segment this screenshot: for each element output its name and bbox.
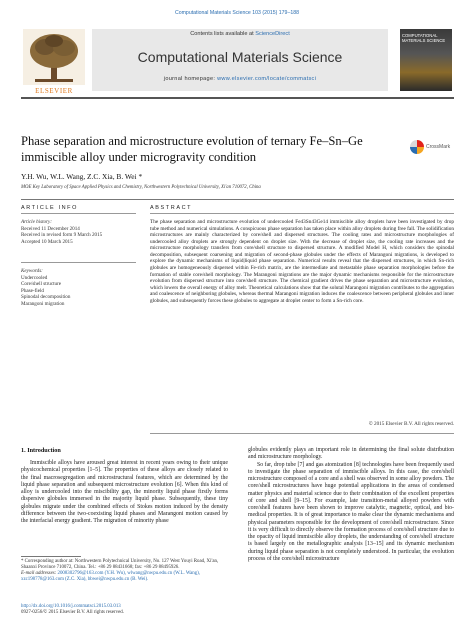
title-divider (21, 199, 454, 200)
body-paragraph: So far, drop tube [7] and gas atomization [8] technologies have been frequently used to investigate the phase separation of immiscible alloys. In this case, the core/shell microstructure composed of a core and a shell was observed in some alloy powders. The core/shell microstructures have huge potential applications in the areas of condensed matter physics and material science due to their combination of the excellent properties of core and shell [9–15]. For example, late transition-metal alloyed powders with core/shell features have been shown to improve catalytic, magnetic, optical, and bio-medical properties. It is of great importance to make clear the dynamic mechanisms and physical parameters responsible for the development of core/shell microstructure. Since it is very difficult to directly observe the formation process of core/shell structure due to the opacity of liquid immiscible alloy droplets, the understanding of core/shell structure is based largely on the metallographic analysis [13–15] and its dynamic mechanism during liquid phase separation is not completely understood. In particular, the evolution process of the core/shell microstructure (248, 461, 454, 562)
abstract-text: The phase separation and microstructure evolution of undercooled Fe43Sn43Ge14 immiscible alloy droplets have been investigated by drop tube method and numerical simulations. A conspicuous phase separation has taken place within alloy droplets during free fall. The solidification microstructures are mainly characterized by core/shell and dispersed structures. The cooling rates and microstructure morphologies of undercooled alloy droplets are strongly dependent on droplet size. With the decrease of droplet size, the cooling rate increases and the microstructure morphology transfers from core/shell structure to dispersed structure. A modified Model H, which considers the spinodal decomposition, subsequent coarsening and migration of second-phase globules under the effects of Marangoni migrations, is developed to explore the dynamic mechanisms of liquid|liquid phase separation. Numerical results reveal that the dispersed structures, in which Sn-rich globules are homogeneously dispersed within Fe-rich matrix, are the intermediate and metastable phase separation morphologies before the formation of stable core/shell morphology. The Marangoni migrations are the major dynamic mechanisms responsible for the microstructure evolution from dispersed structure into core/shell structure. The chemical gradient drives the phase separation and microstructure evolution, which lowers the overall energy of alloy melt. Theoretical calculations show that the solutal Marangoni migration contributes to the aggregation and coalescence of neighboring globules, whereas thermal Marangoni migration induces the coalescence between peripheral globules and inner globules, and subsequently forces these globules to aggregate at droplet center to form a Sn-rich core. (150, 219, 454, 304)
keywords (21, 268, 136, 308)
history-accepted: Accepted 10 March 2015 (21, 238, 73, 245)
keyword-item: Core/shell structure (21, 281, 62, 288)
doi-link[interactable]: http://dx.doi.org/10.1016/j.commatsci.2015.03.013 (21, 604, 121, 609)
footnote-text: * Corresponding author at: Northwestern Polytechnical University, No. 127 West Youyi Road, Xi'an, Shaanxi Province 710072, China. Tel.: +86 29 88431668; fax: +86 29 88495926. (21, 559, 219, 571)
abstract-divider-bottom (150, 433, 454, 434)
header-divider (21, 97, 454, 99)
sciencedirect-link[interactable]: ScienceDirect (255, 31, 290, 37)
body-left-column (21, 447, 228, 525)
body-right-column (248, 447, 454, 563)
contents-prefix: Contents lists available at (190, 31, 254, 37)
abstract-divider-top (150, 213, 454, 214)
corresponding-author-footnote (21, 559, 228, 583)
journal-title: Computational Materials Science (137, 49, 343, 65)
elsevier-tree-logo (23, 29, 85, 85)
article-info-divider (21, 213, 136, 214)
email-addresses[interactable]: 2008302796@163.com (Y.H. Wu), wlwang@nwpu.edu.cn (W.L. Wang), xzc198778@163.com (Z.C. Xia), bbwei@nwpu.edu.cn (B. Wei). (21, 571, 200, 583)
section-heading-introduction: 1. Introduction (21, 447, 61, 454)
journal-homepage (92, 76, 388, 82)
contents-line (92, 31, 388, 37)
history-label: Article history: (21, 219, 52, 225)
keywords-divider (21, 262, 136, 263)
email-label: E-mail addresses: (21, 571, 57, 577)
keyword-item: Phase-field (21, 287, 44, 294)
crossmark-label[interactable]: CrossMark (426, 144, 451, 150)
paper-title: Phase separation and microstructure evolution of ternary Fe–Sn–Ge immiscible alloy under microgravity condition (21, 134, 363, 164)
issn-line: 0927-0256/© 2015 Elsevier B.V. All rights reserved. (21, 610, 124, 616)
doi-block (21, 604, 228, 616)
keyword-item: Spinodal decomposition (21, 294, 71, 301)
keywords-label: Keywords: (21, 268, 43, 274)
crossmark-icon[interactable] (410, 140, 424, 154)
article-info-heading: ARTICLE INFO (21, 205, 78, 211)
author-list: Y.H. Wu, W.L. Wang, Z.C. Xia, B. Wei * (21, 172, 143, 181)
abstract-heading: ABSTRACT (150, 205, 193, 211)
history-revised: Received in revised form 9 March 2015 (21, 232, 103, 239)
abstract-copyright: © 2015 Elsevier B.V. All rights reserved. (368, 421, 454, 427)
intro-paragraph: Immiscible alloys have aroused great interest in recent years owing to their unique physicochemical properties [1–5]. The properties of these alloys are closely related to the final macrosegregation and microstructural features, which are determined by the liquid phase separation and subsequent microstructure evolution [6]. When this kind of alloy is undercooled into the miscibility gap, the minority liquid phase firstly forms dispersive globules immersed in the majority liquid phase. Subsequently, these tiny globules migrate under the combined effects of Stokes motion induced by the density difference between the two-coexisting liquid phases and Marangoni motion caused by the interfacial energy gradient. The migration of minority phase (21, 460, 228, 524)
author-affiliation: MOE Key Laboratory of Space Applied Physics and Chemistry, Northwestern Polytechnical University, Xi'an 710072, China (21, 185, 261, 190)
body-paragraph-continued: globules evidently plays an important role in determining the final solute distribution and microstructure morphology. (248, 447, 454, 461)
footnote-divider (21, 556, 81, 557)
article-history (21, 219, 136, 245)
journal-reference[interactable]: Computational Materials Science 103 (2015) 179–188 (174, 10, 299, 16)
keyword-item: Undercooled (21, 274, 48, 281)
homepage-prefix: journal homepage: (163, 76, 216, 82)
homepage-link[interactable]: www.elsevier.com/locate/commatsci (217, 76, 317, 82)
keyword-item: Marangoni migration (21, 300, 65, 307)
history-received: Received 11 December 2014 (21, 225, 80, 232)
elsevier-wordmark: ELSEVIER (35, 87, 73, 95)
journal-cover-title: COMPUTATIONAL MATERIALS SCIENCE (402, 33, 446, 43)
